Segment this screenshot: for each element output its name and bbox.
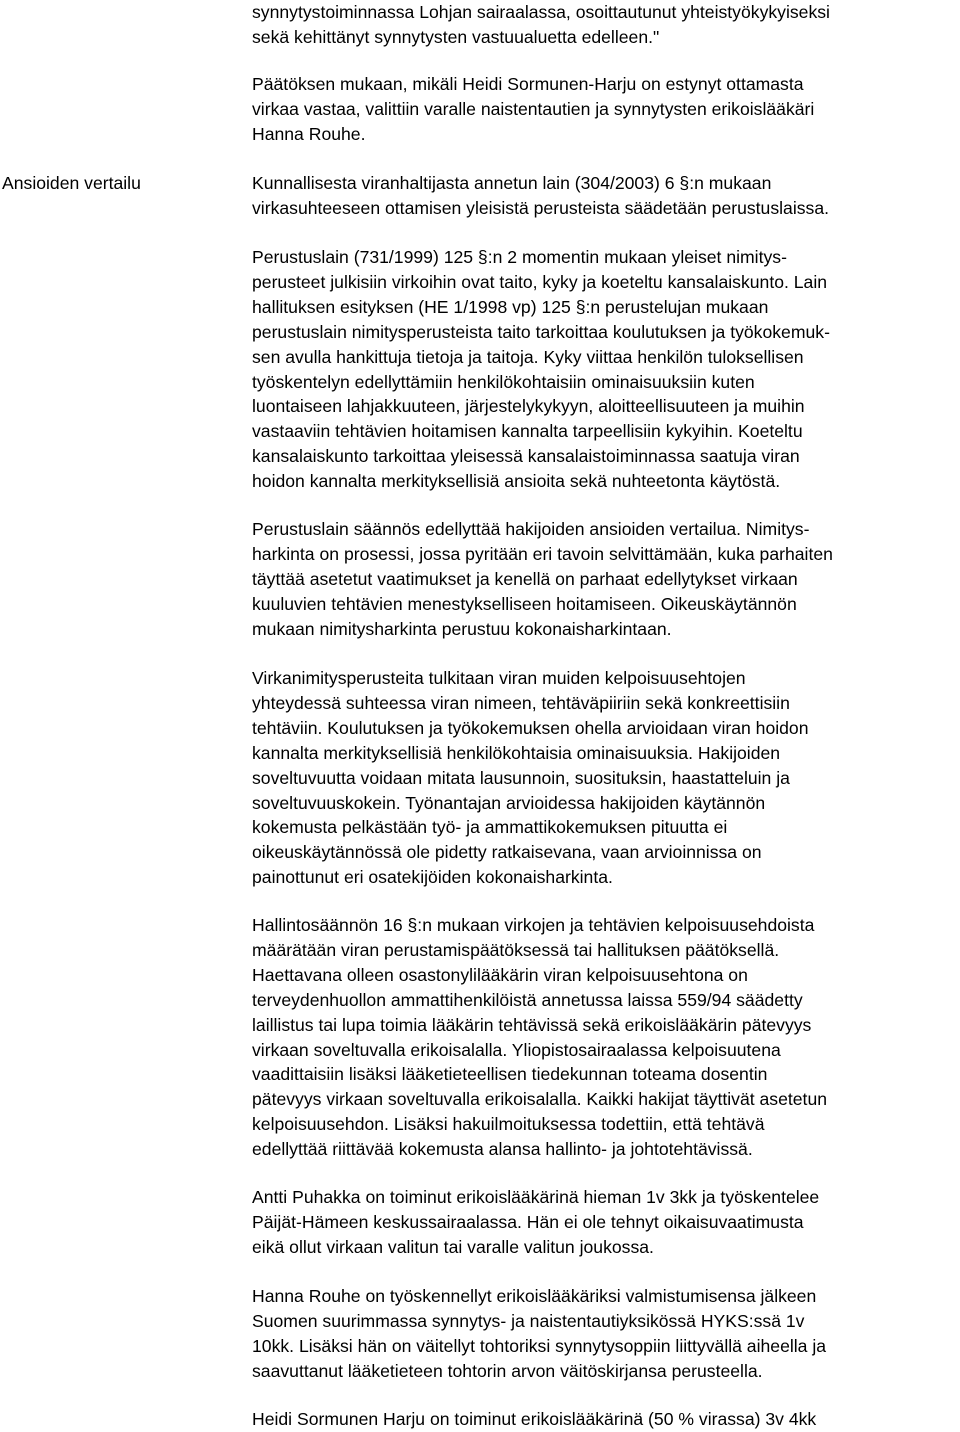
paragraph-administrative-rules xyxy=(252,913,958,1162)
text-line: sen avulla hankittuja tietoja ja taitoja. Kyky viittaa henkilön tuloksellisen xyxy=(252,346,804,367)
text-line: edellyttää riittävää kokemusta alansa hallinto- ja johtotehtävissä. xyxy=(252,1139,753,1160)
text-line: Kunnallisesta viranhaltijasta annetun lain (304/2003) 6 §:n mukaan xyxy=(252,173,772,193)
text-line: hallituksen esityksen (HE 1/1998 vp) 125 §:n perustelujan mukaan xyxy=(252,296,769,317)
text-line: mukaan nimitysharkinta perustuu kokonaisharkintaan. xyxy=(252,618,672,639)
text-line: synnytystoiminnassa Lohjan sairaalassa, osoittautunut yhteistyökykyiseksi xyxy=(252,2,830,22)
text-line: Suomen suurimmassa synnytys- ja naistentautiyksikössä HYKS:ssä 1v xyxy=(252,1310,805,1331)
paragraph-constitution xyxy=(252,245,958,494)
text-line: Päijät-Hämeen keskussairaalassa. Hän ei ole tehnyt oikaisuvaatimusta xyxy=(252,1211,804,1232)
text-line: kannalta merkityksellisiä henkilökohtaisia ominaisuuksia. Hakijoiden xyxy=(252,742,781,763)
text-line: vaadittaisiin lisäksi lääketieteellisen tiedekunnan toteama dosentin xyxy=(252,1064,768,1085)
text-line: hoidon kannalta merkityksellisiä ansioita sekä nuhteetonta käytöstä. xyxy=(252,471,781,492)
paragraph-quote-end xyxy=(252,0,958,50)
text-line: Heidi Sormunen Harju on toiminut erikoislääkärinä (50 % virassa) 3v 4kk xyxy=(252,1409,817,1429)
paragraph-applicant-sormunen-harju xyxy=(252,1407,958,1432)
text-line: terveydenhuollon ammattihenkilöistä annetussa laissa 559/94 säädetty xyxy=(252,989,803,1010)
text-line: kuuluvien tehtävien menestykselliseen hoitamiseen. Oikeuskäytännön xyxy=(252,593,797,614)
text-line: sekä kehittänyt synnytysten vastuualuetta edelleen." xyxy=(252,26,660,47)
text-line: kokemusta pelkästään työ- ja ammattikokemuksen pituutta ei xyxy=(252,817,728,838)
paragraph-applicant-puhakka xyxy=(252,1185,958,1260)
text-line: kelpoisuusehdon. Lisäksi hakuilmoituksessa todettiin, että tehtävä xyxy=(252,1114,765,1135)
text-line: kansalaiskunto tarkoittaa yleisessä kansalaistoiminnassa saatuja viran xyxy=(252,446,800,467)
text-line: harkinta on prosessi, jossa pyritään eri tavoin selvittämään, kuka parhaiten xyxy=(252,543,833,564)
text-line: virkaa vastaa, valittiin varalle naistentautien ja synnytysten erikoislääkäri xyxy=(252,98,815,119)
paragraph-comparison xyxy=(252,517,958,642)
text-line: tehtäviin. Koulutuksen ja työkokemuksen ohella arvioidaan viran hoidon xyxy=(252,717,809,738)
paragraph-decision xyxy=(252,72,958,147)
text-line: määrätään viran perustamispäätöksessä tai hallituksen päätöksellä. xyxy=(252,939,780,960)
paragraph-interpretation xyxy=(252,666,958,890)
text-line: virkasuhteeseen ottamisen yleisistä perusteista säädetään perustuslaissa. xyxy=(252,197,830,218)
text-line: Perustuslain säännös edellyttää hakijoiden ansioiden vertailua. Nimitys- xyxy=(252,519,810,539)
text-line: laillistus tai lupa toimia lääkärin tehtävissä sekä erikoislääkärin pätevyys xyxy=(252,1014,812,1035)
text-line: soveltuvuuskokein. Työnantajan arvioidessa hakijoiden käytännön xyxy=(252,792,766,813)
text-line: saavuttanut lääketieteen tohtorin arvon väitöskirjansa perusteella. xyxy=(252,1360,763,1381)
text-line: täyttää asetetut vaatimukset ja kenellä on parhaat edellytykset virkaan xyxy=(252,568,798,589)
text-line: luontaiseen lahjakkuuteen, järjestelykykyyn, aloitteellisuuteen ja muihin xyxy=(252,396,805,417)
text-line: oikeuskäytännössä ole pidetty ratkaisevana, vaan arvioinnissa on xyxy=(252,842,762,863)
text-line: painottunut eri osatekijöiden kokonaisharkinta. xyxy=(252,867,613,888)
text-line: virkaan soveltuvalla erikoisalalla. Yliopistosairaalassa kelpoisuutena xyxy=(252,1039,781,1060)
paragraph-applicant-rouhe xyxy=(252,1284,958,1384)
text-line: pätevyys virkaan soveltuvalla erikoisalalla. Kaikki hakijat täyttivät asetetun xyxy=(252,1089,828,1110)
text-line: soveltuvuutta voidaan mitata lausunnoin, suosituksin, haastatteluin ja xyxy=(252,767,790,788)
text-line: Hanna Rouhe. xyxy=(252,123,366,144)
text-line: perustuslain nimitysperusteista taito tarkoittaa koulutuksen ja työkokemuk- xyxy=(252,321,830,342)
text-line: Haettavana olleen osastonylilääkärin viran kelpoisuusehtona on xyxy=(252,964,748,985)
text-line: Virkanimitysperusteita tulkitaan viran muiden kelpoisuusehtojen xyxy=(252,668,746,688)
text-line: työskentelyn edellyttämiin henkilökohtaisiin ominaisuuksiin kuten xyxy=(252,371,755,392)
section-heading: Ansioiden vertailu xyxy=(2,173,141,193)
text-line: Hanna Rouhe on työskennellyt erikoislääkäriksi valmistumisensa jälkeen xyxy=(252,1286,817,1306)
paragraph-municipal-law xyxy=(252,171,958,221)
text-line: Hallintosäännön 16 §:n mukaan virkojen ja tehtävien kelpoisuusehdoista xyxy=(252,915,815,935)
text-line: 10kk. Lisäksi hän on väitellyt tohtoriksi synnytysoppiin liittyvällä aiheella ja xyxy=(252,1335,827,1356)
text-line: Antti Puhakka on toiminut erikoislääkärinä hieman 1v 3kk ja työskentelee xyxy=(252,1187,820,1207)
text-line: yhteydessä suhteessa viran nimeen, tehtäväpiiriin sekä konkreettisiin xyxy=(252,692,790,713)
text-line: Päätöksen mukaan, mikäli Heidi Sormunen-Harju on estynyt ottamasta xyxy=(252,74,804,94)
text-line: eikä ollut virkaan valitun tai varalle valitun joukossa. xyxy=(252,1236,654,1257)
text-line: perusteet julkisiin virkoihin ovat taito, kyky ja koeteltu kansalaiskunto. Lain xyxy=(252,271,828,292)
text-line: Perustuslain (731/1999) 125 §:n 2 momentin mukaan yleiset nimitys- xyxy=(252,247,787,267)
text-line: vastaaviin tehtävien hoitamisen kannalta tarpeellisiin kykyihin. Koeteltu xyxy=(252,421,803,442)
